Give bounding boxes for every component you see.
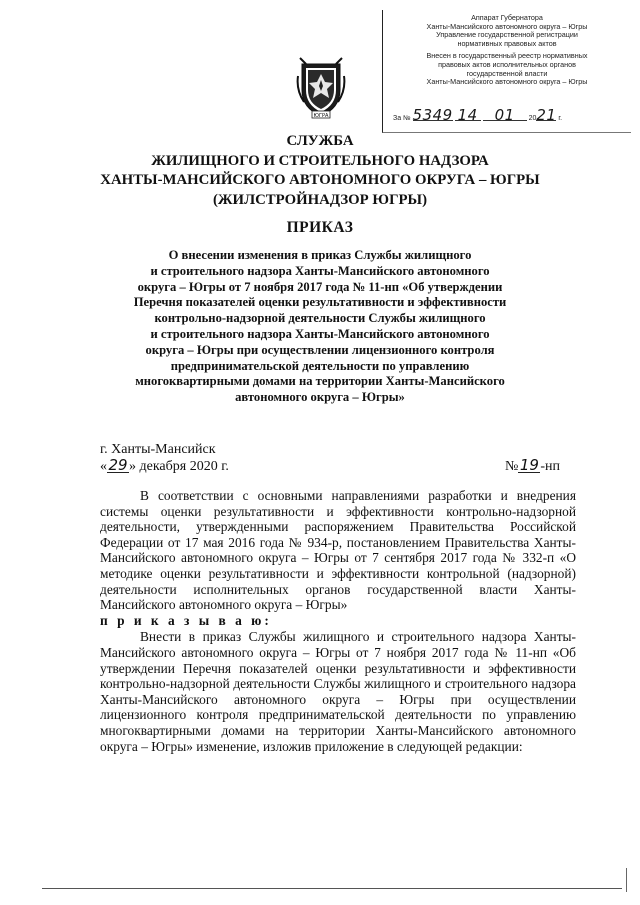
- stamp-reg-suffix: г.: [558, 115, 563, 123]
- organization-name: [0, 132, 640, 210]
- stamp-registration-row: [393, 106, 625, 125]
- subject-line: предпринимательской деятельности по управлению: [170, 358, 470, 373]
- stamp-line: Ханты-Мансийского автономного округа – Югры: [426, 22, 588, 31]
- stamp-reg-prefix: За №: [393, 115, 411, 123]
- date-close-quote: »: [129, 459, 136, 474]
- bottom-divider: [42, 888, 622, 889]
- subject-line: многоквартирными домами на территории Ханты-Мансийского: [135, 374, 505, 389]
- body-paragraph: Внести в приказ Службы жилищного и строительного надзора Ханты-Мансийского автономного округа – Югры от 7 ноября 2017 года № 11-нп «Об утверждении Перечня показателей оценки результативности и эффективности контрольно-надзорной деятельности Службы жилищного и строительного надзора Ханты-Мансийского автономного округа – Югры при осуществлении лицензионного контроля предпринимательской деятельности по управлению многоквартирными домами на территории Ханты-Мансийского автономного округа – Югры» изменение, изложив приложение в следующей редакции:: [100, 629, 576, 754]
- registration-stamp: [382, 10, 631, 133]
- issue-place: г. Ханты-Мансийск: [100, 442, 216, 457]
- subject-line: округа – Югры при осуществлении лицензионного контроля: [145, 342, 495, 357]
- stamp-line: правовых актов исполнительных органов: [438, 60, 576, 69]
- stamp-reg-day: 14: [455, 111, 481, 121]
- body-paragraph: В соответствии с основными направлениями разработки и внедрения системы оценки результативности и эффективности контрольно-надзорной деятельности, утвержденными распоряжением Правительства Российской Федерации от 17 мая 2016 года № 934-р, постановлением Правительства Ханты-Мансийского автономного округа – Югры от 7 сентября 2017 года № 332-п «О методике оценки результативности и эффективности контрольной (надзорной) деятельности исполнительных органов государственной власти Ханты-Мансийского автономного округа – Югры»: [100, 488, 576, 613]
- subject-line: округа – Югры от 7 ноября 2017 года № 11-нп «Об утверждении: [137, 279, 503, 294]
- number-value: 19: [519, 456, 539, 474]
- stamp-line: нормативных правовых актов: [457, 39, 557, 48]
- coat-of-arms-icon: [296, 56, 346, 120]
- document-type: ПРИКАЗ: [286, 219, 354, 236]
- document-body: [100, 488, 576, 754]
- stamp-line: государственной власти: [466, 69, 548, 78]
- stamp-line: Аппарат Губернатора: [471, 14, 543, 22]
- document-subject: [0, 248, 640, 406]
- subject-line: контрольно-надзорной деятельности Службы жилищного: [154, 311, 486, 326]
- stamp-reg-month: 01: [483, 111, 527, 121]
- org-line: ЖИЛИЩНОГО И СТРОИТЕЛЬНОГО НАДЗОРА: [151, 152, 489, 169]
- order-word: п р и к а з ы в а ю:: [100, 612, 272, 628]
- subject-line: и строительного надзора Ханты-Мансийского автономного: [150, 263, 490, 278]
- page-edge-mark: [626, 868, 635, 892]
- subject-line: Перечня показателей оценки результативности и эффективности: [133, 295, 507, 310]
- stamp-line: Управление государственной регистрации: [436, 31, 578, 40]
- stamp-line: Ханты-Мансийского автономного округа – Югры: [426, 78, 588, 87]
- stamp-reg-year-prefix: 20: [528, 115, 537, 123]
- org-line: ХАНТЫ-МАНСИЙСКОГО АВТОНОМНОГО ОКРУГА – ЮГРЫ: [100, 172, 540, 188]
- date-day: 29: [108, 456, 128, 474]
- number-prefix: №: [505, 459, 519, 474]
- subject-line: и строительного надзора Ханты-Мансийского автономного: [150, 326, 490, 341]
- emblem-label: ЮГРА: [313, 113, 329, 119]
- date-open-quote: «: [100, 459, 107, 474]
- subject-line: автономного округа – Югры»: [235, 390, 405, 405]
- date-rest: декабря 2020 г.: [139, 459, 229, 474]
- subject-line: О внесении изменения в приказ Службы жилищного: [168, 248, 472, 262]
- org-line: (ЖИЛСТРОЙНАДЗОР ЮГРЫ): [213, 191, 427, 208]
- stamp-reg-year: 21: [536, 106, 557, 125]
- org-line: СЛУЖБА: [286, 133, 354, 149]
- stamp-reg-number: 5349: [412, 106, 453, 125]
- document-number: [505, 458, 560, 475]
- issue-date: [100, 458, 229, 475]
- stamp-line: Внесен в государственный реестр нормативных: [426, 52, 588, 61]
- number-suffix: -нп: [540, 459, 561, 474]
